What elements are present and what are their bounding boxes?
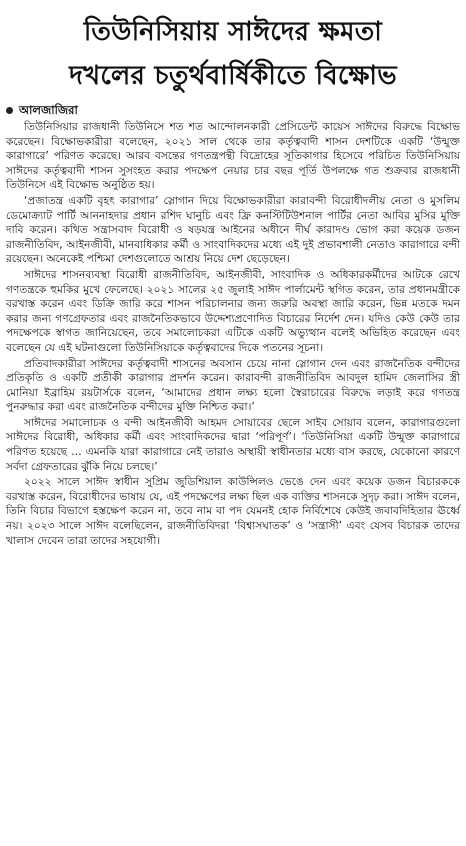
headline-line-1: তিউনিসিয়ায় সাঈদের ক্ষমতা <box>83 17 383 47</box>
paragraph-5: সাঈদের সমালোচক ও বন্দী আইনজীবী আহমদ সোয়াবের ছেলে সাইব সোয়াব বলেন, কারাগারগুলো সাঈদের বিরোধী, অধিকার কর্মী এবং সাংবাদিকদের দ্বারা ‘পরিপূর্ণ’। ‘তিউনিসিয়া একটি উন্মুক্ত কারাগারে পরিণত হয়েছে … এমনকি যারা কারাগারে নেই তারাও অস্থায়ী স্বাধীনতার মধ্যে বাস করছে, যেকোনো কারণে সর্বদা গ্রেফতারের ঝুঁকি নিয়ে চলছে।’ <box>6 416 460 473</box>
paragraph-4: প্রতিবাদকারীরা সাঈদের কর্তৃত্ববাদী শাসনের অবসান চেয়ে নানা স্লোগান দেন এবং রাজনৈতিক বন্দীদের প্রতিকৃতি ও একটি প্রতীকী কারাগার প্রদর্শন করেন। কারাবন্দী রাজনীতিবিদ আবদুল হামিদ জেলাসির স্ত্রী মোনিয়া ইব্রাহিম রয়টার্সকে বলেন, ‘আমাদের প্রধান লক্ষ্য হলো স্বৈরাচারের বিরুদ্ধে লড়াই করে গণতন্ত্র পুনরুদ্ধার করা এবং রাজনৈতিক বন্দীদের মুক্তি নিশ্চিত করা।’ <box>6 357 460 414</box>
paragraph-1: তিউনিসিয়ার রাজধানী তিউনিসে শত শত আন্দোলনকারী প্রেসিডেন্ট কায়েস সাঈদের বিরুদ্ধে বিক্ষোভ করেছেন। বিক্ষোভকারীরা বলেছেন, ২০২১ সাল থেকে তার কর্তৃত্ববাদী শাসন দেশটিকে একটি ‘উন্মুক্ত কারাগারে’ পরিণত করেছে। আরব বসন্তের গণতন্ত্রপন্থী বিদ্রোহের সূতিকাগার হিসেবে পরিচিত তিউনিসিয়ায় সাঈদের কর্তৃত্ববাদী শাসন সুসংহত করার পদক্ষেপ নেয়ার চার বছর পূর্তি উপলক্ষে গত শুক্রবার রাজধানী তিউনিসে এই বিক্ষোভ অনুষ্ঠিত হয়। <box>6 121 460 192</box>
bullet-icon <box>6 107 13 114</box>
article-body <box>6 120 460 548</box>
headline-line-2: দখলের চতুর্থবার্ষিকীতে বিক্ষোভ <box>69 61 397 91</box>
source-byline <box>6 102 460 118</box>
paragraph-2: ‘প্রজাতন্ত্র একটি বৃহৎ কারাগার’ স্লোগান দিয়ে বিক্ষোভকারীরা কারাবন্দী বিরোধীদলীয় নেতা ও মুসলিম ডেমোক্র্যাট পার্টি আননাহদার প্রধান রশিদ ঘানুচি এবং ফ্রি কনস্টিটিউশনাল পার্টির নেতা আবির মুসির মুক্তি দাবি করেন। কথিত সন্ত্রাসবাদ বিরোধী ও ষড়যন্ত্র আইনের অধীনে দীর্ঘ কারাদণ্ড ভোগ করা কয়েক ডজন রাজনীতিবিদ, আইনজীবী, মানবাধিকার কর্মী ও সাংবাদিকদের মধ্যে এই দুই প্রভাবশালী নেতাও কারাগারে বন্দী রয়েছেন। অনেকেই পশ্চিমা দেশগুলোতে আশ্রয় নিয়ে দেশ ছেড়েছেন। <box>6 194 460 266</box>
headline <box>6 0 460 98</box>
source-name: আলজাজিরা <box>19 103 78 117</box>
paragraph-3: সাঈদের শাসনব্যবস্থা বিরোধী রাজনীতিবিদ, আইনজীবী, সাংবাদিক ও অধিকারকর্মীদের আটকে রেখে গণতন্ত্রকে হুমকির মুখে ফেলেছে। ২০২১ সালের ২৫ জুলাই সাঈদ পার্লামেন্ট স্থগিত করেন, তার প্রধানমন্ত্রীকে বরখাস্ত করেন এবং ডিক্রি জারি করে শাসন পরিচালনার জন্য জরুরি অবস্থা জারি করেন, ভিন্ন মতকে দমন করার জন্য গণগ্রেফতার এবং রাজনৈতিকভাবে উদ্দেশ্যপ্রণোদিত বিচারের নির্দেশ দেন। যদিও কেউ কেউ তার পদক্ষেপকে স্বাগত জানিয়েছেন, তবে সমালোচকরা এটিকে একটি অভ্যুত্থান বলেই অভিহিত করেছেন এবং বলেছেন যে এই ঘটনাগুলো তিউনিসিয়াকে কর্তৃত্ববাদের দিকে পতনের সূচনা। <box>6 268 460 354</box>
paragraph-6: ২০২২ সালে সাঈদ স্বাধীন সুপ্রিম জুডিশিয়াল কাউন্সিলও ভেঙে দেন এবং কয়েক ডজন বিচারককে বরখাস্ত করেন, বিরোধীদের ভাষায় যে, এই পদক্ষেপের লক্ষ্য ছিল এক ব্যক্তির শাসনকে সুদৃঢ় করা। সাঈদ বলেন, তিনি বিচার বিভাগে হস্তক্ষেপ করেন না, তবে নাম বা পদ যেমনই হোক নির্বিশেষে কেউই জবাবদিহিতার ঊর্ধ্বে নয়। ২০২৩ সালে সাঈদ বলেছিলেন, রাজনীতিবিদরা ‘বিশ্বাসঘাতক’ ও ‘সন্ত্রাসী’ এবং যেসব বিচারক তাদের খালাস দেবেন তারা তাদের সহযোগী। <box>6 476 460 547</box>
